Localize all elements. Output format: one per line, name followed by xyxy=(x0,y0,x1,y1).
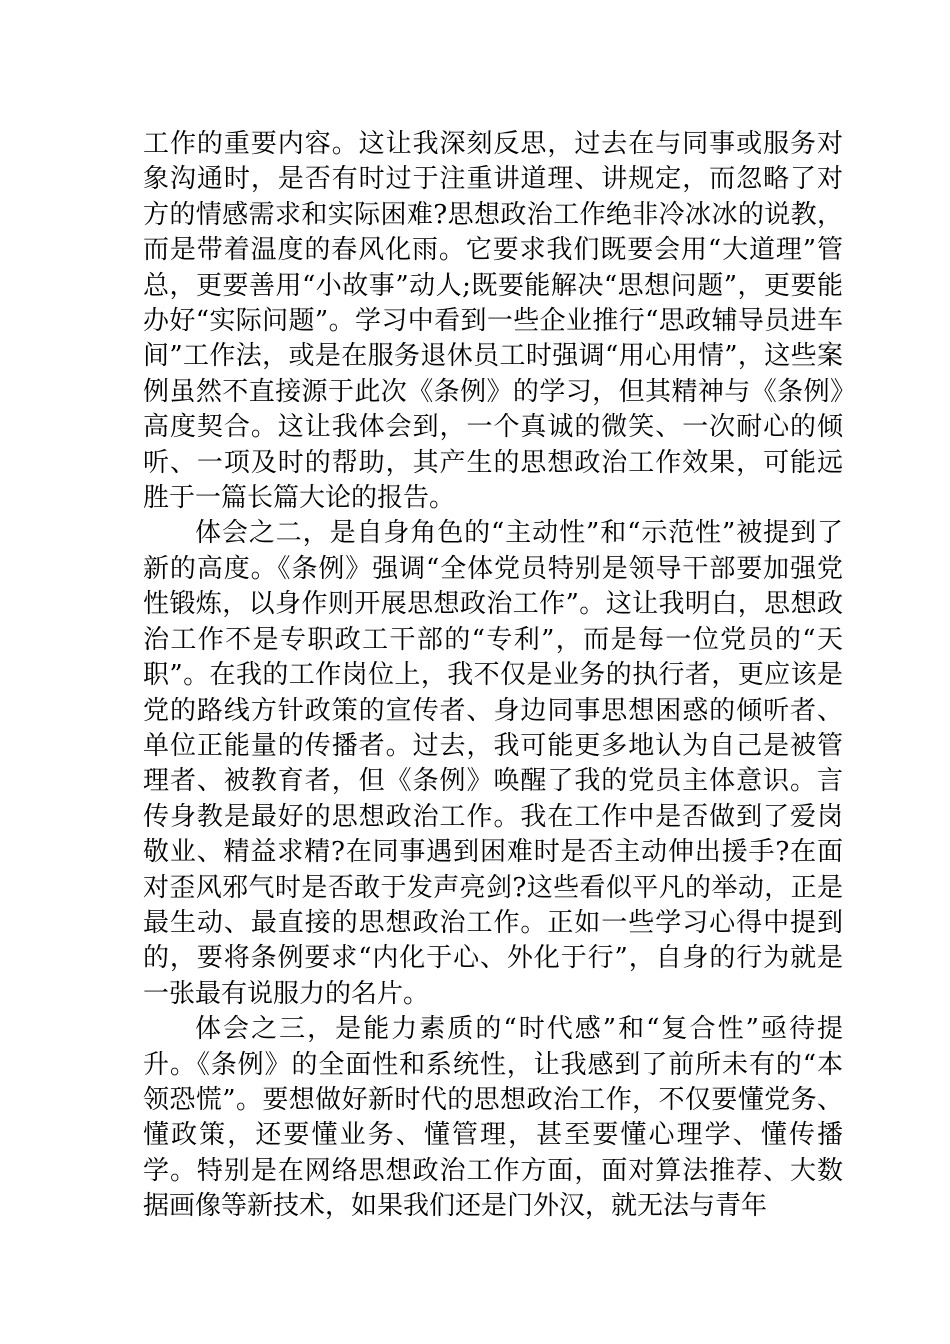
document-body xyxy=(143,127,843,1225)
paragraph-3: 体会之三，是能力素质的“时代感”和“复合性”亟待提升。《条例》的全面性和系统性，让我感到了前所未有的“本领恐慌”。要想做好新时代的思想政治工作，不仅要懂党务、懂政策，还要懂业务、懂管理，甚至要懂心理学、懂传播学。特别是在网络思想政治工作方面，面对算法推荐、大数据画像等新技术，如果我们还是门外汉，就无法与青年 xyxy=(143,1014,843,1222)
paragraph-2: 体会之二，是自身角色的“主动性”和“示范性”被提到了新的高度。《条例》强调“全体党员特别是领导干部要加强党性锻炼，以身作则开展思想政治工作”。这让我明白，思想政治工作不是专职政工干部的“专利”，而是每一位党员的“天职”。在我的工作岗位上，我不仅是业务的执行者，更应该是党的路线方针政策的宣传者、身边同事思想困惑的倾听者、单位正能量的传播者。过去，我可能更多地认为自己是被管理者、被教育者，但《条例》唤醒了我的党员主体意识。言传身教是最好的思想政治工作。我在工作中是否做到了爱岗敬业、精益求精?在同事遇到困难时是否主动伸出援手?在面对歪风邪气时是否敢于发声亮剑?这些看似平凡的举动，正是最生动、最直接的思想政治工作。正如一些学习心得中提到的，要将条例要求“内化于心、外化于行”，自身的行为就是一张最有说服力的名片。 xyxy=(143,518,843,1009)
paragraph-1: 工作的重要内容。这让我深刻反思，过去在与同事或服务对象沟通时，是否有时过于注重讲道理、讲规定，而忽略了对方的情感需求和实际困难?思想政治工作绝非冷冰冰的说教，而是带着温度的春风化雨。它要求我们既要会用“大道理”管总，更要善用“小故事”动人;既要能解决“思想问题”，更要能办好“实际问题”。学习中看到一些企业推行“思政辅导员进车间”工作法，或是在服务退休员工时强调“用心用情”，这些案例虽然不直接源于此次《条例》的学习，但其精神与《条例》高度契合。这让我体会到，一个真诚的微笑、一次耐心的倾听、一项及时的帮助，其产生的思想政治工作效果，可能远胜于一篇长篇大论的报告。 xyxy=(143,129,843,514)
